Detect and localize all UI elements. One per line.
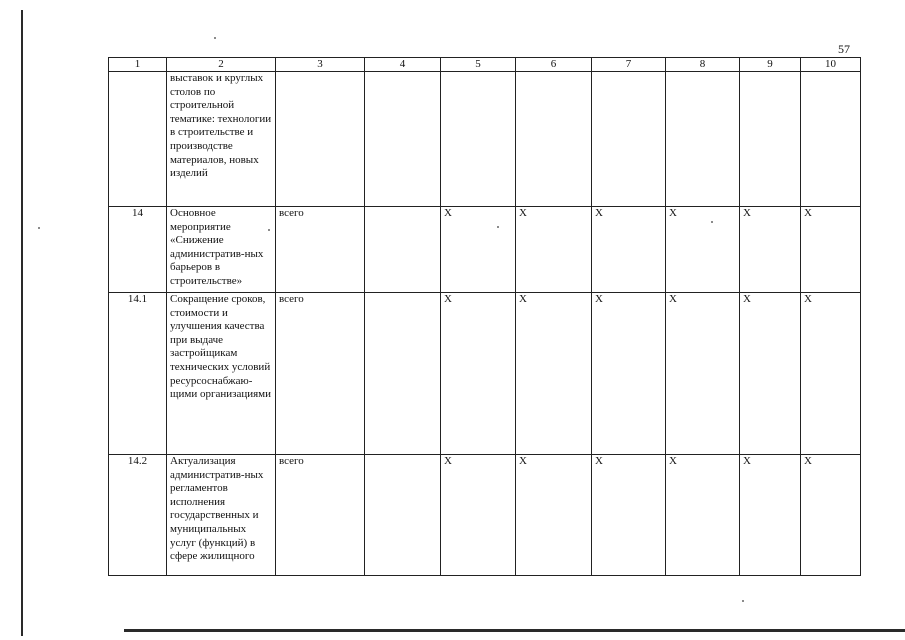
cell xyxy=(516,72,592,207)
column-header: 6 xyxy=(516,58,592,72)
row-name: Основное мероприятие «Снижение административ-ных барьеров в строительстве» xyxy=(167,207,276,293)
cell: X xyxy=(516,293,592,455)
column-header: 8 xyxy=(666,58,740,72)
row-number: 14.2 xyxy=(109,455,167,576)
cell-total xyxy=(276,72,365,207)
cell: X xyxy=(441,293,516,455)
cell xyxy=(666,72,740,207)
cell: X xyxy=(592,293,666,455)
scan-speck xyxy=(742,600,744,602)
cell: X xyxy=(516,207,592,293)
cell: X xyxy=(666,207,740,293)
cell xyxy=(365,455,441,576)
cell: X xyxy=(740,293,801,455)
header-row xyxy=(109,58,861,72)
cell: X xyxy=(801,293,861,455)
column-header: 5 xyxy=(441,58,516,72)
table-row xyxy=(109,72,861,207)
table-row xyxy=(109,293,861,455)
cell: X xyxy=(666,455,740,576)
row-name: Актуализация административ-ных регламентов исполнения государственных и муниципальных услуг (функций) в сфере жилищного xyxy=(167,455,276,576)
column-header: 7 xyxy=(592,58,666,72)
table-row xyxy=(109,455,861,576)
cell: X xyxy=(801,455,861,576)
row-name: выставок и круглых столов по строительной тематике: технологии в строительстве и производстве материалов, новых изделий xyxy=(167,72,276,207)
page-left-edge xyxy=(21,10,23,636)
table-row xyxy=(109,207,861,293)
page-bottom-edge xyxy=(124,629,905,632)
column-header: 3 xyxy=(276,58,365,72)
column-header: 9 xyxy=(740,58,801,72)
column-header: 10 xyxy=(801,58,861,72)
row-number: 14 xyxy=(109,207,167,293)
cell xyxy=(441,72,516,207)
column-header: 2 xyxy=(167,58,276,72)
cell xyxy=(740,72,801,207)
cell xyxy=(365,293,441,455)
cell xyxy=(801,72,861,207)
row-number xyxy=(109,72,167,207)
cell: X xyxy=(740,207,801,293)
row-name: Сокращение сроков, стоимости и улучшения качества при выдаче застройщикам технических условий ресурсоснабжаю-щими организациями xyxy=(167,293,276,455)
column-header: 4 xyxy=(365,58,441,72)
scan-speck xyxy=(38,227,40,229)
row-number: 14.1 xyxy=(109,293,167,455)
cell-total: всего xyxy=(276,455,365,576)
cell: X xyxy=(592,455,666,576)
column-header: 1 xyxy=(109,58,167,72)
cell: X xyxy=(592,207,666,293)
data-table xyxy=(108,57,861,576)
cell xyxy=(592,72,666,207)
cell-total: всего xyxy=(276,207,365,293)
cell xyxy=(365,207,441,293)
cell xyxy=(365,72,441,207)
cell: X xyxy=(801,207,861,293)
cell: X xyxy=(740,455,801,576)
cell-total: всего xyxy=(276,293,365,455)
cell: X xyxy=(666,293,740,455)
scan-speck xyxy=(214,37,216,39)
cell: X xyxy=(441,207,516,293)
cell: X xyxy=(441,455,516,576)
page-number: 57 xyxy=(838,42,850,56)
cell: X xyxy=(516,455,592,576)
